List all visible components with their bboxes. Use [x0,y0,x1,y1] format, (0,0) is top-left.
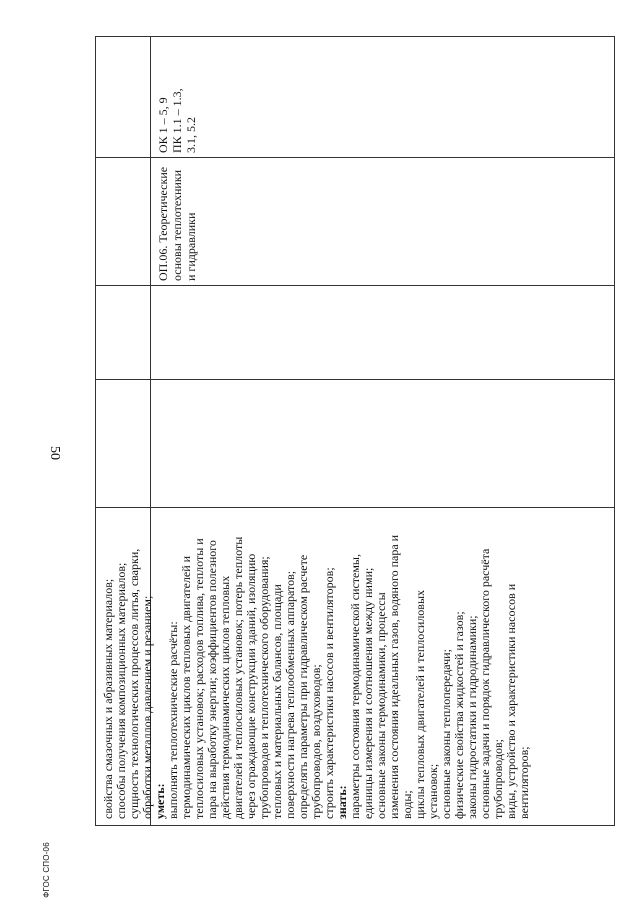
previous-row-text [102,39,154,819]
desc-line-14: строить характеристики насосов и вентиляторов; [322,567,336,819]
competence-cell-text [156,0,198,153]
desc-line-19: изменения состояния идеальных газов, водяного пара и [387,534,401,819]
desc-line-22: установок; [426,763,440,819]
page-number: 50 [47,446,62,460]
desc-line-8: через ограждающие конструкции зданий, изоляцию [244,553,258,819]
desc-line-20: воды; [400,790,414,819]
footer-label: ФГОС СПО-06 [42,842,51,898]
competence-line-2: ПК 1.1 – 1.3, [170,88,184,153]
desc-line-25: законы гидростатики и гидродинамики; [465,615,479,819]
desc-line-23: основные законы теплопередачи; [439,649,453,819]
desc-line-12: определять параметры при гидравлическом расчете [296,554,310,819]
desc-line-11: поверхности нагрева теплообменных аппаратов; [283,570,297,819]
desc-line-28: виды, устройство и характеристики насосов и [504,583,518,819]
desc-line-5: пара на выработку энергии; коэффициентов полезного [205,540,219,819]
desc-line-10: тепловых и материальных балансов, площади [270,584,284,819]
discipline-line-2: основы теплотехники [170,169,184,281]
desc-line-21: циклы тепловых двигателей и теплосиловых [413,589,427,819]
desc-line-26: основные задачи и порядок гидравлического расчёта [478,548,492,819]
desc-line-24: физические свойства жидкостей и газов; [452,611,466,819]
prev-line-3: сущность технологических процессов литья, сварки, [127,548,141,819]
desc-line-17: единицы измерения и соотношения между ними; [361,567,375,819]
desc-line-18: основные законы термодинамики, процессы [374,592,388,819]
discipline-line-1: ОП.06. Теоретические [156,166,170,281]
prev-line-1: свойства смазочных и абразивных материалов; [101,578,115,819]
competence-line-1: ОК 1 – 5, 9 [156,97,170,153]
desc-line-1: уметь: [153,783,167,819]
desc-line-13: трубопроводов, воздуховодов; [309,664,323,819]
curriculum-table [95,36,615,826]
desc-line-16: параметры состояния термодинамической системы, [348,554,362,819]
prev-line-4: обработки металлов давлением и резанием; [140,595,154,819]
desc-line-2: выполнять теплотехнические расчёты: [166,621,180,819]
desc-line-7: двигателей и теплосиловых установок; потерь теплоты [231,536,245,819]
discipline-line-3: и гидравлики [184,212,198,281]
desc-line-3: термодинамических циклов тепловых двигателей и [179,555,193,819]
current-row-description [154,39,531,819]
prev-line-2: способы получения композиционных материалов; [114,562,128,819]
desc-line-9: трубопроводов и теплотехнического оборудования; [257,556,271,819]
desc-line-27: трубопроводов; [491,739,505,819]
competence-line-3: 3.1, 5.2 [184,117,198,153]
desc-line-4: теплосиловых установок; расходов топлива, теплоты и [192,538,206,819]
desc-line-15: знать: [335,785,349,819]
desc-line-29: вентиляторов; [517,746,531,819]
desc-line-6: действия термодинамических циклов тепловых [218,575,232,819]
